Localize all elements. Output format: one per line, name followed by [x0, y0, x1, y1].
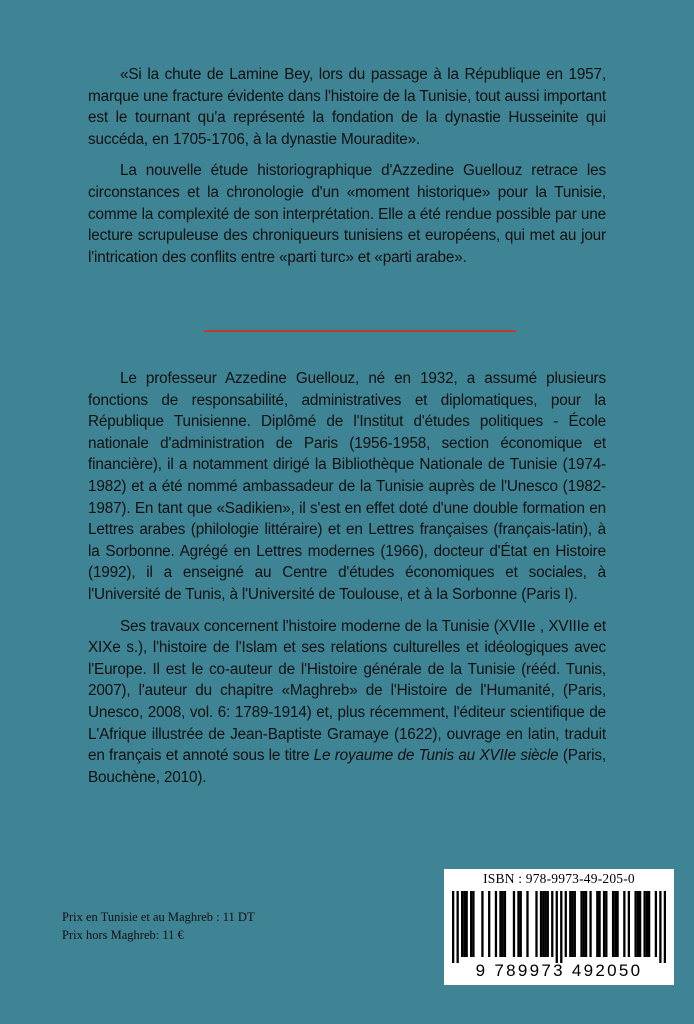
author-biography [88, 368, 606, 788]
barcode-bar [589, 891, 591, 957]
works-paragraph [88, 616, 606, 789]
barcode-bar [655, 891, 657, 957]
barcode-bar [659, 891, 661, 963]
barcode-bar [457, 891, 459, 963]
barcode-bars [452, 891, 666, 963]
barcode-bar [540, 891, 542, 957]
barcode-bar [646, 891, 648, 957]
price-abroad: Prix hors Maghreb: 11 € [62, 928, 184, 942]
barcode-bar [520, 891, 522, 957]
barcode-bar [571, 891, 573, 957]
barcode-digits: 9 789973 492050 [475, 961, 643, 980]
summary-text [88, 64, 606, 268]
barcode-bar [560, 891, 562, 963]
barcode-bar [623, 891, 625, 957]
barcode-bar [556, 891, 558, 963]
barcode-graphic [452, 891, 666, 963]
price-info [62, 908, 255, 944]
quote-paragraph: «Si la chute de Lamine Bey, lors du passage à la République en 1957, marque une fracture évidente dans l'histoire de la Tunisie, tout aussi important est le tournant qu'a représenté la fondation de la dynastie Husseinite qui succéda, en 1705-1706, à la dynastie Mouradite». [88, 66, 606, 148]
barcode-bar [574, 891, 576, 957]
barcode-bar [637, 891, 639, 957]
barcode-bar [583, 891, 585, 957]
summary-paragraph: La nouvelle étude historiographique d'Azzedine Guellouz retrace les circonstances et la chronologie d'un «moment historique» pour la Tunisie, comme la complexité de son interprétation. Elle a été rendue possible par une lecture scrupuleuse des chroniqueurs tunisiens et européens, qui met au jour l'intrication des conflits entre «parti turc» et «parti arabe». [88, 162, 606, 266]
barcode-bar [504, 891, 506, 957]
bio-paragraph: Le professeur Azzedine Guellouz, né en 1932, a assumé plusieurs fonctions de responsabilité, administratives et diplomatiques, pour la République Tunisienne. Diplômé de l'Institut d'études politiques - École nationale d'administration de Paris (1956-1958, section économique et financière), il a notamment dirigé la Bibliothèque Nationale de Tunisie (1974-1982) et a été nommé ambassadeur de la Tunisie auprès de l'Unesco (1982-1987). En tant que «Sadikien», il s'est en effet doté d'une double formation en Lettres arabes (philologie littéraire) et en Lettres françaises (français-latin), à la Sorbonne. Agrégé en Lettres modernes (1966), docteur d'État en Histoire (1992), il a enseigné au Centre d'études économiques et sociales, à l'Université de Tunis, à l'Université de Toulouse, et à la Sorbonne (Paris I). [88, 370, 606, 603]
barcode-bar [580, 891, 582, 957]
barcode-bar [603, 891, 605, 957]
barcode-bar [551, 891, 553, 957]
barcode-bar [517, 891, 519, 957]
barcode-bar [481, 891, 483, 957]
barcode-bar [499, 891, 501, 957]
barcode-bar [569, 891, 571, 957]
barcode-bar [596, 891, 598, 957]
divider-line [204, 330, 516, 332]
barcode-bar [544, 891, 546, 957]
barcode-bar [628, 891, 630, 957]
barcode-bar [643, 891, 645, 957]
barcode-bar [547, 891, 549, 957]
barcode-bar [565, 891, 567, 957]
barcode-bar [605, 891, 607, 957]
barcode-bar [648, 891, 650, 957]
book-title: Le royaume de Tunis au XVIIe siècle [313, 747, 559, 765]
barcode-bar [535, 891, 537, 957]
isbn-barcode [444, 869, 674, 985]
barcode-bar [639, 891, 641, 957]
barcode-bar [612, 891, 614, 957]
barcode-bar [461, 891, 463, 957]
barcode-bar [452, 891, 454, 963]
barcode-bar [616, 891, 618, 957]
barcode-bar [585, 891, 587, 957]
barcode-bar [634, 891, 636, 957]
barcode-bar [488, 891, 490, 957]
works-text-end: (Paris, Bouchène, 2010). [88, 747, 607, 786]
barcode-bar [513, 891, 515, 957]
isbn-label: ISBN : 978-9973-49-205-0 [483, 871, 635, 886]
works-text-start: Ses travaux concernent l'histoire moderne de la Tunisie (XVIIe , XVIIIe et XIXe s.), l'histoire de l'Islam et ses relations culturelles et idéologiques avec l'Europe. Il est le co-auteur de l'Histoire générale de la Tunisie (rééd. Tunis, 2007), l'auteur du chapitre «Maghreb» de l'Histoire de l'Humanité, (Paris, Unesco, 2008, vol. 6: 1789-1914) et, plus récemment, l'éditeur scientifique de L'Afrique illustrée de Jean-Baptiste Gramaye (1622), ouvrage en latin, traduit en français et annoté sous le titre [88, 617, 606, 765]
barcode-bar [470, 891, 472, 957]
price-tunisia: Prix en Tunisie et au Maghreb : 11 DT [62, 910, 255, 924]
barcode-bar [502, 891, 504, 957]
barcode-bar [614, 891, 616, 957]
barcode-bar [664, 891, 666, 963]
barcode-bar [463, 891, 465, 957]
barcode-bar [495, 891, 497, 957]
barcode-bar [472, 891, 474, 957]
barcode-bar [466, 891, 468, 957]
barcode-bar [598, 891, 600, 957]
barcode-bar [526, 891, 528, 957]
barcode-bar [542, 891, 544, 957]
